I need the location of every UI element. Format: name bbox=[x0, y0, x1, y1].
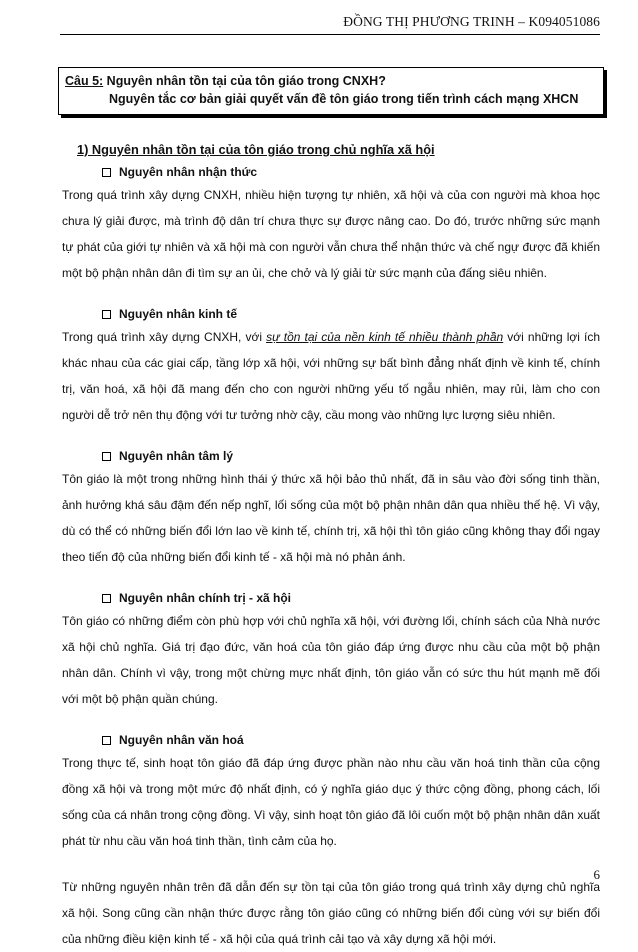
subheading-label: Nguyên nhân văn hoá bbox=[119, 733, 244, 747]
subheading-nhan-thuc bbox=[62, 164, 600, 180]
checkbox-bullet-icon bbox=[102, 594, 111, 603]
paragraph-text: Trong quá trình xây dựng CNXH, với bbox=[62, 330, 267, 344]
page-number: 6 bbox=[593, 867, 600, 882]
question-subtitle: Nguyên tắc cơ bản giải quyết vấn đề tôn giáo trong tiến trình cách mạng XHCN bbox=[109, 92, 579, 106]
underlined-phrase: sự tồn tại của nền kinh tế nhiều thành phần bbox=[266, 330, 504, 344]
subheading-chinh-tri-xa-hoi bbox=[62, 590, 600, 606]
checkbox-bullet-icon bbox=[102, 452, 111, 461]
subheading-label: Nguyên nhân chính trị - xã hội bbox=[119, 591, 292, 605]
subheading-label: Nguyên nhân tâm lý bbox=[119, 449, 234, 463]
subheading-van-hoa bbox=[62, 732, 600, 748]
subheading-kinh-te bbox=[62, 306, 600, 322]
checkbox-bullet-icon bbox=[102, 168, 111, 177]
page-header: ĐỒNG THỊ PHƯƠNG TRINH – K094051086 bbox=[60, 14, 600, 35]
question-box bbox=[58, 67, 604, 115]
subheading-label: Nguyên nhân kinh tế bbox=[119, 307, 238, 321]
question-line-1 bbox=[65, 73, 597, 89]
checkbox-bullet-icon bbox=[102, 736, 111, 745]
paragraph-tam-ly: Tôn giáo là một trong những hình thái ý thức xã hội bảo thủ nhất, đã in sâu vào đời sống tinh thần, ảnh hưởng khá sâu đậm đến nếp nghĩ, lối sống của một bộ phận nhân dân qua nhiều thế hệ. Vì vậy, dù có thể có những biến đổi lớn lao về kinh tế, chính trị, xã hội thì tôn giáo cũng không thay đổi ngay theo tiến độ của những biến đổi kinh tế - xã hội mà nó phản ánh. bbox=[62, 472, 600, 564]
paragraph-nhan-thuc: Trong quá trình xây dựng CNXH, nhiều hiện tượng tự nhiên, xã hội và của con người mà khoa học chưa lý giải được, mà trình độ dân trí chưa thực sự được nâng cao. Do đó, trước những sức mạnh tự phát của giới tự nhiên và xã hội mà con người vẫn chưa thể nhận thức và chế ngự được đã khiến một bộ phận nhân dân đi tìm sự an ủi, che chở và lý giải từ sức mạnh của đấng siêu nhiên. bbox=[62, 188, 600, 280]
paragraph-chinh-tri-xa-hoi: Tôn giáo có những điểm còn phù hợp với chủ nghĩa xã hội, với đường lối, chính sách của Nhà nước xã hội chủ nghĩa. Giá trị đạo đức, văn hoá của tôn giáo đáp ứng được nhu cầu của một bộ phận nhân dân. Chính vì vậy, trong một chừng mực nhất định, tôn giáo vẫn có sức thu hút mạnh mẽ đối với một bộ phận quần chúng. bbox=[62, 614, 600, 706]
subheading-tam-ly bbox=[62, 448, 600, 464]
subheading-label: Nguyên nhân nhận thức bbox=[119, 165, 258, 179]
paragraph-text: với những lợi ích khác nhau của các giai cấp, tầng lớp xã hội, với những sự bất bình đẳng nhất định về kinh tế, chính trị, văn hoá, xã hội đã mang đến cho con người những yếu tố ngẫu nhiên, may rủi, làm cho con người dễ trở nên thụ động với tư tưởng nhờ cậy, cầu mong vào những lực lượng siêu nhiên. bbox=[62, 330, 600, 422]
question-label: Câu 5: bbox=[65, 74, 104, 88]
paragraph-conclusion: Từ những nguyên nhân trên đã dẫn đến sự tồn tại của tôn giáo trong quá trình xây dựng chủ nghĩa xã hội. Song cũng cần nhận thức được rằng tôn giáo cũng có những biến đổi cùng với sự biến đổi của những điều kiện kinh tế - xã hội của quá trình cải tạo và xây dựng xã hội mới. bbox=[62, 880, 600, 946]
document-body bbox=[62, 141, 600, 952]
question-title: Nguyên nhân tồn tại của tôn giáo trong CNXH? bbox=[103, 74, 386, 88]
paragraph-van-hoa: Trong thực tế, sinh hoạt tôn giáo đã đáp ứng được phần nào nhu cầu văn hoá tinh thần của cộng đồng xã hội và trong một mức độ nhất định, có ý nghĩa giáo dục ý thức cộng đồng, phong cách, lối sống của cá nhân trong cộng đồng. Vì vậy, sinh hoạt tôn giáo đã lôi cuốn một bộ phận nhân dân xuất phát từ nhu cầu văn hoá tinh thần, tình cảm của họ. bbox=[62, 756, 600, 848]
checkbox-bullet-icon bbox=[102, 310, 111, 319]
paragraph-kinh-te bbox=[62, 324, 600, 428]
section-title: 1) Nguyên nhân tồn tại của tôn giáo trong chủ nghĩa xã hội bbox=[77, 142, 435, 157]
